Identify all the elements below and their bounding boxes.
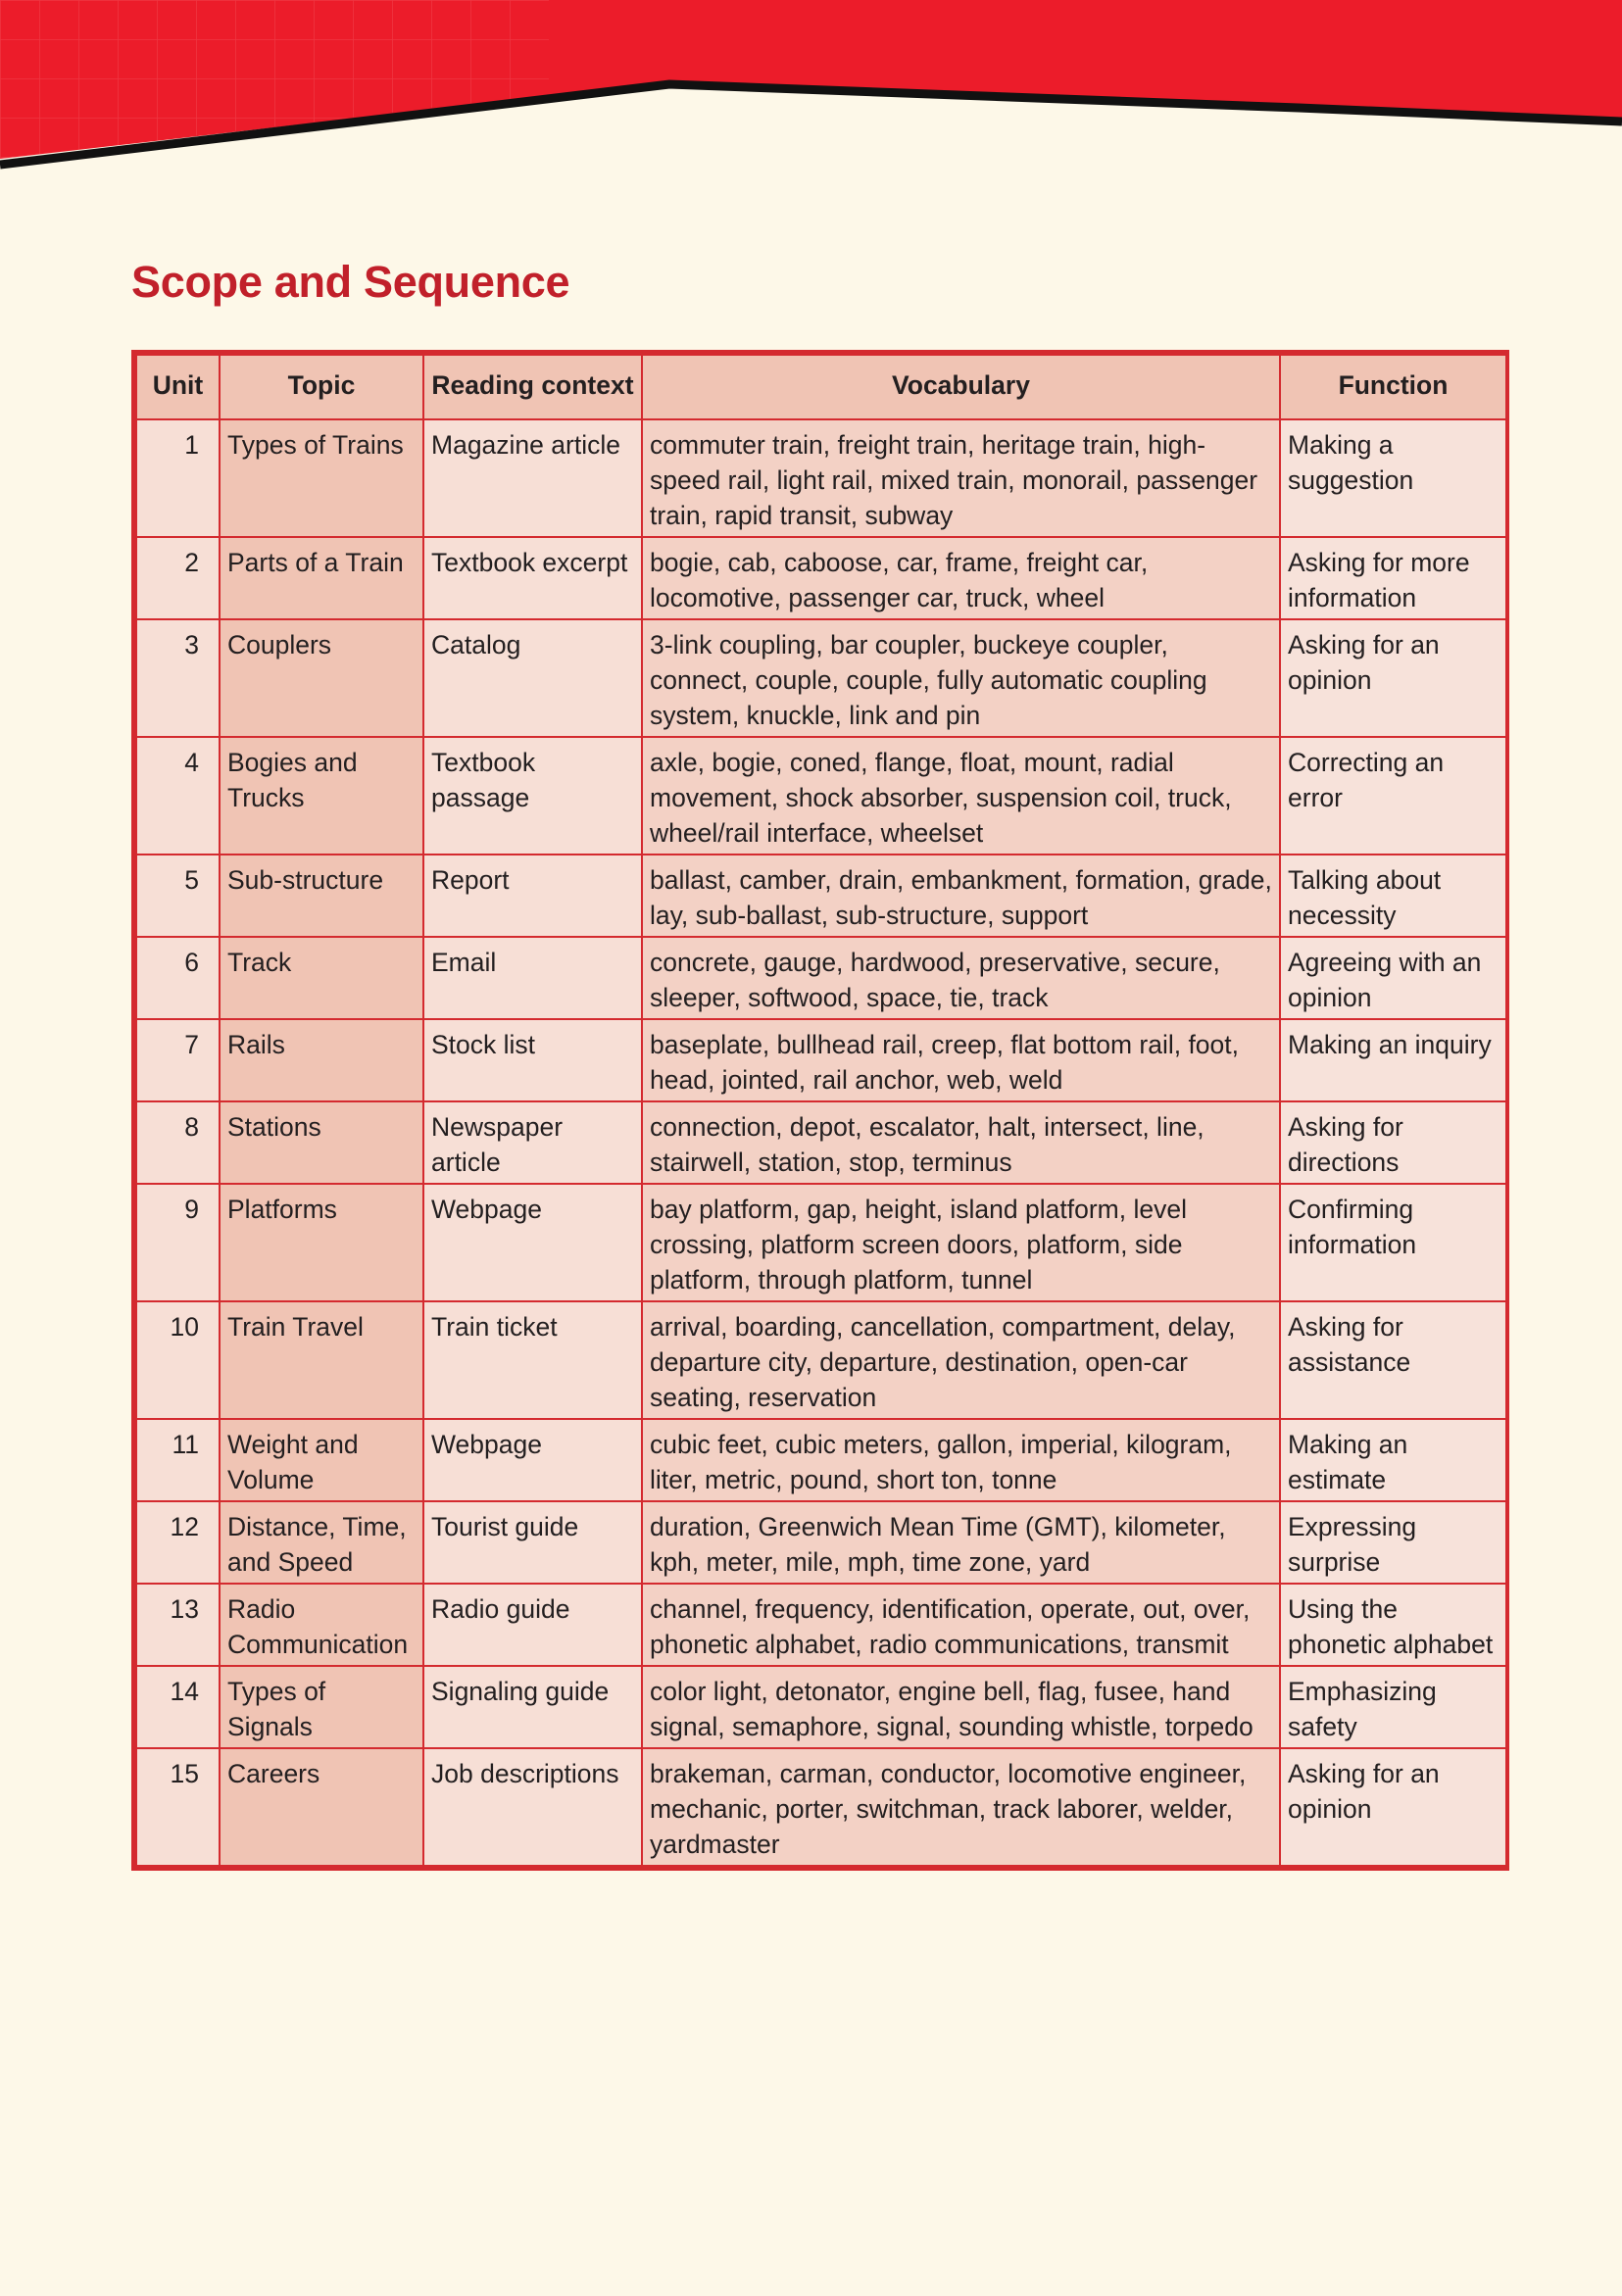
cell-vocabulary: arrival, boarding, cancellation, compartment, delay, departure city, departure, destination, open-car seating, reservation [642, 1301, 1280, 1419]
cell-unit: 15 [136, 1748, 220, 1866]
table-body [136, 419, 1506, 1866]
cell-function: Agreeing with an opinion [1280, 937, 1506, 1019]
cell-reading-context: Textbook passage [423, 737, 642, 855]
table-row [136, 1184, 1506, 1301]
cell-reading-context: Newspaper article [423, 1101, 642, 1184]
scope-sequence-table [131, 350, 1509, 1871]
cell-function: Asking for more information [1280, 537, 1506, 619]
cell-unit: 7 [136, 1019, 220, 1101]
cell-reading-context: Tourist guide [423, 1501, 642, 1584]
cell-reading-context: Email [423, 937, 642, 1019]
cell-function: Talking about necessity [1280, 855, 1506, 937]
cell-vocabulary: commuter train, freight train, heritage train, high-speed rail, light rail, mixed train, monorail, passenger train, rapid transit, subway [642, 419, 1280, 537]
cell-vocabulary: connection, depot, escalator, halt, intersect, line, stairwell, station, stop, terminus [642, 1101, 1280, 1184]
cell-reading-context: Train ticket [423, 1301, 642, 1419]
table-row [136, 619, 1506, 737]
table-row [136, 1419, 1506, 1501]
page-title: Scope and Sequence [131, 257, 570, 307]
cell-vocabulary: duration, Greenwich Mean Time (GMT), kilometer, kph, meter, mile, mph, time zone, yard [642, 1501, 1280, 1584]
cell-vocabulary: bogie, cab, caboose, car, frame, freight car, locomotive, passenger car, truck, wheel [642, 537, 1280, 619]
cell-vocabulary: baseplate, bullhead rail, creep, flat bottom rail, foot, head, jointed, rail anchor, web, weld [642, 1019, 1280, 1101]
cell-topic: Types of Trains [220, 419, 423, 537]
cell-topic: Types of Signals [220, 1666, 423, 1748]
cell-unit: 12 [136, 1501, 220, 1584]
cell-topic: Careers [220, 1748, 423, 1866]
cell-topic: Couplers [220, 619, 423, 737]
cell-vocabulary: channel, frequency, identification, operate, out, over, phonetic alphabet, radio communications, transmit [642, 1584, 1280, 1666]
header-vocabulary: Vocabulary [642, 355, 1280, 419]
cell-function: Asking for an opinion [1280, 619, 1506, 737]
cell-reading-context: Catalog [423, 619, 642, 737]
cell-topic: Train Travel [220, 1301, 423, 1419]
cell-function: Asking for an opinion [1280, 1748, 1506, 1866]
cell-unit: 8 [136, 1101, 220, 1184]
header-reading-context: Reading context [423, 355, 642, 419]
header-function: Function [1280, 355, 1506, 419]
header-unit: Unit [136, 355, 220, 419]
table-row [136, 1301, 1506, 1419]
cell-topic: Rails [220, 1019, 423, 1101]
cell-topic: Stations [220, 1101, 423, 1184]
cell-unit: 4 [136, 737, 220, 855]
cell-function: Expressing surprise [1280, 1501, 1506, 1584]
table-header-row [136, 355, 1506, 419]
cell-unit: 2 [136, 537, 220, 619]
table-row [136, 1748, 1506, 1866]
cell-vocabulary: color light, detonator, engine bell, flag, fusee, hand signal, semaphore, signal, sounding whistle, torpedo [642, 1666, 1280, 1748]
table-row [136, 1666, 1506, 1748]
cell-reading-context: Stock list [423, 1019, 642, 1101]
cell-topic: Weight and Volume [220, 1419, 423, 1501]
cell-function: Emphasizing safety [1280, 1666, 1506, 1748]
cell-topic: Sub-structure [220, 855, 423, 937]
cell-vocabulary: axle, bogie, coned, flange, float, mount, radial movement, shock absorber, suspension coil, truck, wheel/rail interface, wheelset [642, 737, 1280, 855]
cell-vocabulary: brakeman, carman, conductor, locomotive engineer, mechanic, porter, switchman, track laborer, welder, yardmaster [642, 1748, 1280, 1866]
cell-unit: 11 [136, 1419, 220, 1501]
cell-function: Making a suggestion [1280, 419, 1506, 537]
table-row [136, 537, 1506, 619]
cell-vocabulary: 3-link coupling, bar coupler, buckeye coupler, connect, couple, couple, fully automatic coupling system, knuckle, link and pin [642, 619, 1280, 737]
cell-topic: Radio Communication [220, 1584, 423, 1666]
cell-topic: Parts of a Train [220, 537, 423, 619]
cell-unit: 13 [136, 1584, 220, 1666]
cell-topic: Bogies and Trucks [220, 737, 423, 855]
cell-reading-context: Job descriptions [423, 1748, 642, 1866]
table-row [136, 1501, 1506, 1584]
cell-topic: Platforms [220, 1184, 423, 1301]
cell-vocabulary: bay platform, gap, height, island platform, level crossing, platform screen doors, platform, side platform, through platform, tunnel [642, 1184, 1280, 1301]
cell-unit: 1 [136, 419, 220, 537]
cell-function: Asking for assistance [1280, 1301, 1506, 1419]
header-banner [0, 0, 1622, 196]
cell-vocabulary: ballast, camber, drain, embankment, formation, grade, lay, sub-ballast, sub-structure, support [642, 855, 1280, 937]
header-topic: Topic [220, 355, 423, 419]
cell-function: Using the phonetic alphabet [1280, 1584, 1506, 1666]
cell-function: Asking for directions [1280, 1101, 1506, 1184]
table-row [136, 737, 1506, 855]
cell-topic: Distance, Time, and Speed [220, 1501, 423, 1584]
cell-reading-context: Magazine article [423, 419, 642, 537]
table-row [136, 855, 1506, 937]
cell-reading-context: Signaling guide [423, 1666, 642, 1748]
cell-topic: Track [220, 937, 423, 1019]
cell-function: Correcting an error [1280, 737, 1506, 855]
cell-vocabulary: cubic feet, cubic meters, gallon, imperial, kilogram, liter, metric, pound, short ton, tonne [642, 1419, 1280, 1501]
cell-vocabulary: concrete, gauge, hardwood, preservative, secure, sleeper, softwood, space, tie, track [642, 937, 1280, 1019]
cell-unit: 5 [136, 855, 220, 937]
cell-reading-context: Textbook excerpt [423, 537, 642, 619]
cell-reading-context: Webpage [423, 1184, 642, 1301]
cell-function: Making an inquiry [1280, 1019, 1506, 1101]
table-row [136, 419, 1506, 537]
table-row [136, 1019, 1506, 1101]
cell-reading-context: Radio guide [423, 1584, 642, 1666]
cell-unit: 14 [136, 1666, 220, 1748]
cell-function: Making an estimate [1280, 1419, 1506, 1501]
cell-unit: 10 [136, 1301, 220, 1419]
table-row [136, 1584, 1506, 1666]
table-row [136, 1101, 1506, 1184]
table-row [136, 937, 1506, 1019]
cell-unit: 6 [136, 937, 220, 1019]
cell-function: Confirming information [1280, 1184, 1506, 1301]
cell-unit: 3 [136, 619, 220, 737]
cell-reading-context: Report [423, 855, 642, 937]
cell-reading-context: Webpage [423, 1419, 642, 1501]
cell-unit: 9 [136, 1184, 220, 1301]
